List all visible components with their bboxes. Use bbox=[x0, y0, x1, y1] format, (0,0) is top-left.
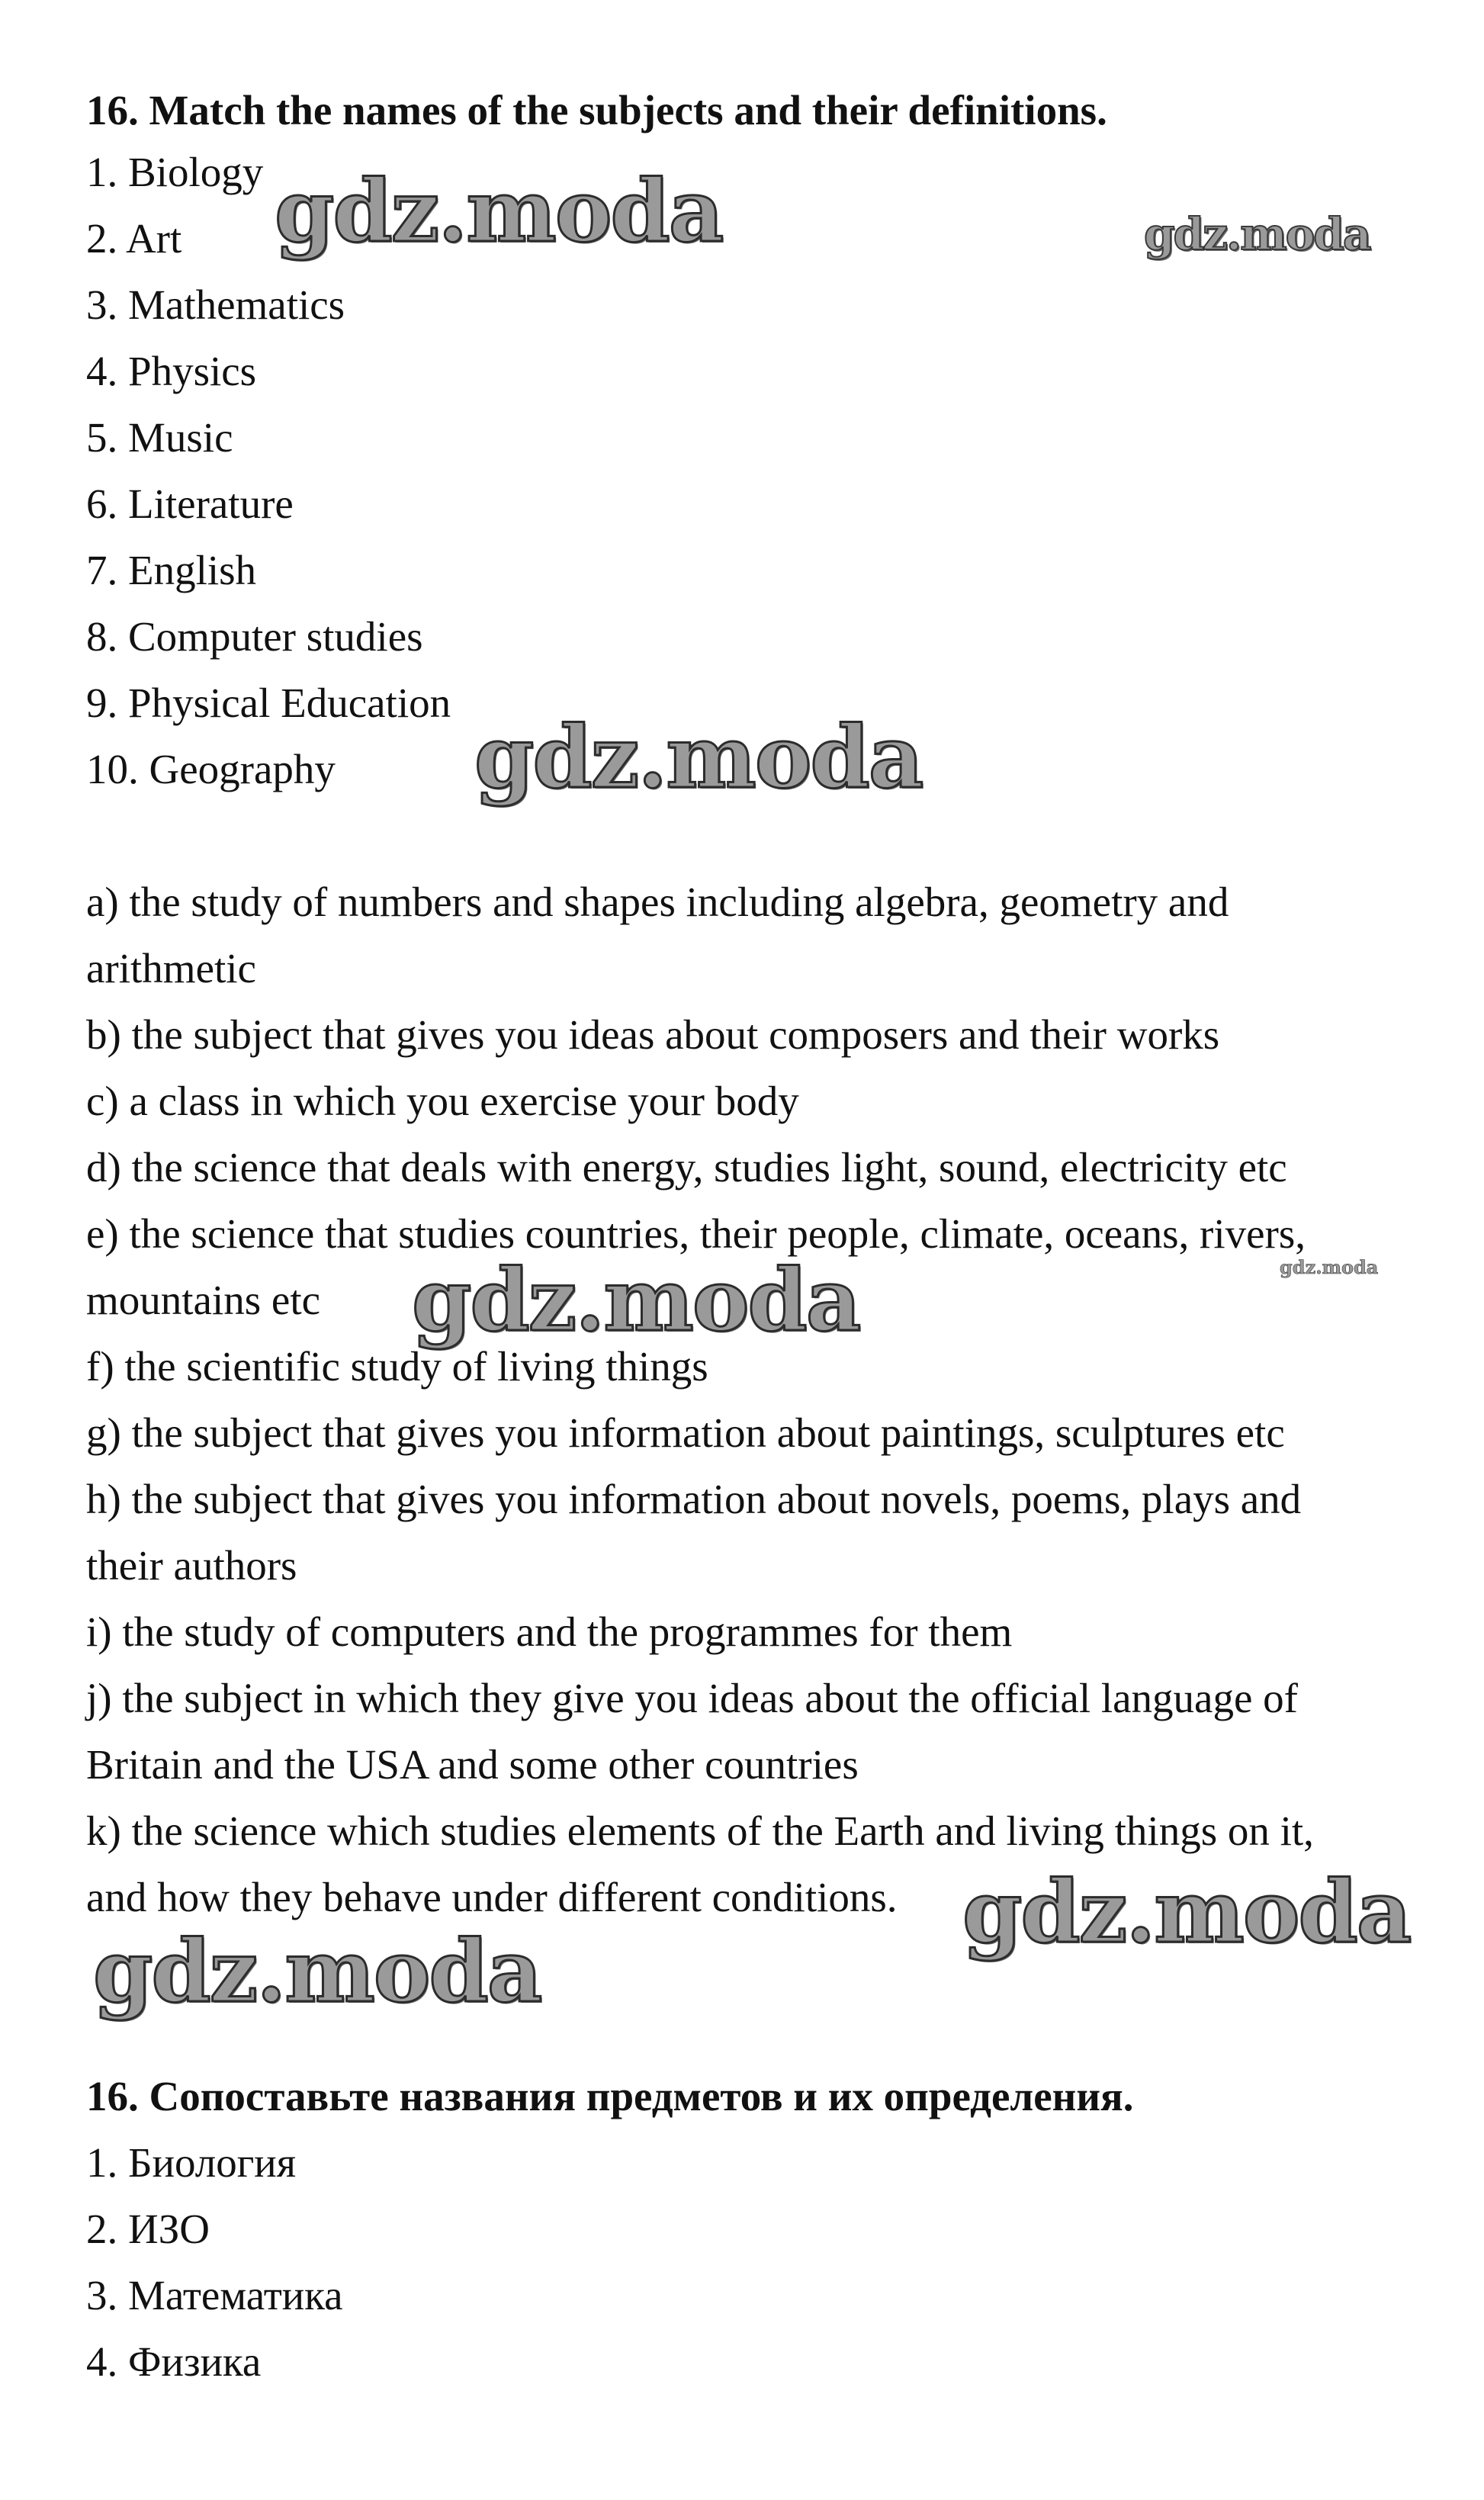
definition-line: g) the subject that gives you information about paintings, sculptures etc bbox=[86, 1409, 1285, 1456]
subject-item: 5. Music bbox=[86, 414, 233, 461]
definition-line: c) a class in which you exercise your body bbox=[86, 1078, 799, 1124]
subject-item: 3. Mathematics bbox=[86, 281, 345, 328]
watermark: gdz.moda bbox=[412, 1251, 860, 1351]
definition-line: arithmetic bbox=[86, 945, 256, 991]
watermark: gdz.moda bbox=[962, 1862, 1411, 1962]
watermark: gdz.moda bbox=[1144, 208, 1370, 260]
subject-item-ru: 4. Физика bbox=[86, 2338, 262, 2385]
subject-item: 8. Computer studies bbox=[86, 613, 423, 660]
exercise-heading-en: 16. Match the names of the subjects and their definitions. bbox=[86, 87, 1107, 133]
definition-line: Britain and the USA and some other countries bbox=[86, 1741, 859, 1788]
definition-line: k) the science which studies elements of the Earth and living things on it, bbox=[86, 1808, 1314, 1854]
definition-line: f) the scientific study of living things bbox=[86, 1343, 708, 1390]
subject-item: 2. Art bbox=[86, 215, 182, 262]
definition-line: i) the study of computers and the programmes for them bbox=[86, 1608, 1013, 1655]
definition-line: h) the subject that gives you information about novels, poems, plays and bbox=[86, 1476, 1302, 1522]
subject-item: 7. English bbox=[86, 547, 257, 593]
subject-item: 9. Physical Education bbox=[86, 680, 451, 726]
subject-item: 10. Geography bbox=[86, 746, 336, 792]
watermark: gdz.moda bbox=[93, 1922, 541, 2022]
definition-line: e) the science that studies countries, their people, climate, oceans, rivers, bbox=[86, 1210, 1306, 1257]
subject-item-ru: 3. Математика bbox=[86, 2272, 343, 2318]
definition-line: mountains etc bbox=[86, 1277, 321, 1323]
definition-line: d) the science that deals with energy, studies light, sound, electricity etc bbox=[86, 1144, 1287, 1191]
definition-line: j) the subject in which they give you ideas about the official language of bbox=[86, 1675, 1298, 1721]
watermark: gdz.moda bbox=[1280, 1256, 1379, 1278]
definition-line: and how they behave under different conditions. bbox=[86, 1874, 898, 1920]
subject-item-ru: 2. ИЗО bbox=[86, 2206, 210, 2252]
watermark: gdz.moda bbox=[474, 708, 923, 808]
watermark: gdz.moda bbox=[275, 162, 723, 262]
definition-line: their authors bbox=[86, 1542, 297, 1589]
definition-line: a) the study of numbers and shapes including algebra, geometry and bbox=[86, 879, 1229, 925]
subject-item: 1. Biology bbox=[86, 149, 264, 195]
subject-item-ru: 1. Биология bbox=[86, 2139, 297, 2186]
exercise-heading-ru: 16. Сопоставьте названия предметов и их определения. bbox=[86, 2073, 1134, 2119]
subject-item: 4. Physics bbox=[86, 348, 257, 394]
subject-item: 6. Literature bbox=[86, 480, 294, 527]
definition-line: b) the subject that gives you ideas about composers and their works bbox=[86, 1011, 1220, 1058]
